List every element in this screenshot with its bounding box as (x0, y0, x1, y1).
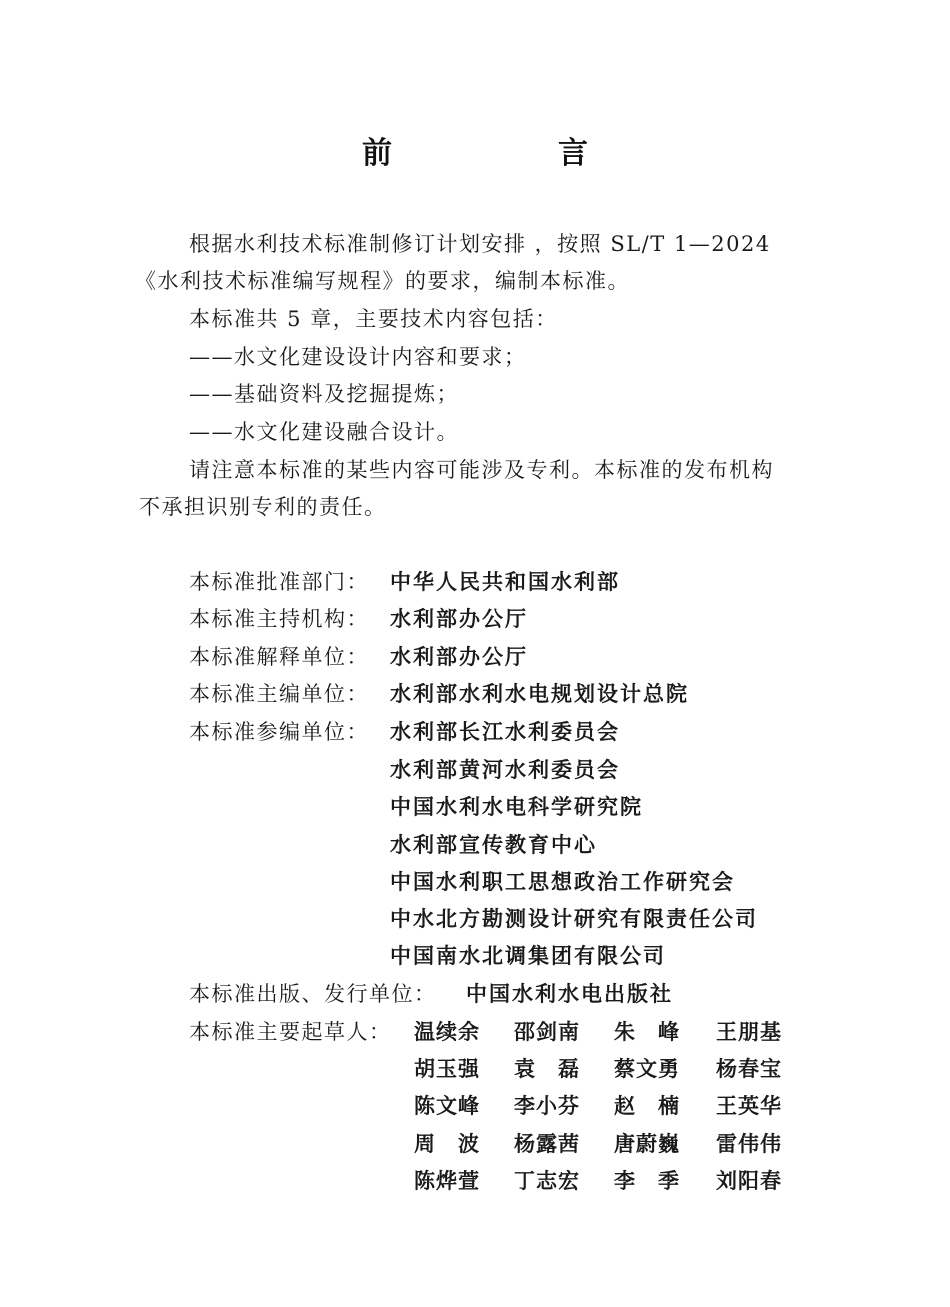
approve-label: 本标准批准部门： (189, 570, 369, 594)
publisher-label: 本标准出版、发行单位： (189, 982, 437, 1006)
participant-unit: 中水北方勘测设计研究有限责任公司 (390, 907, 758, 931)
intro-line-2: 《水利技术标准编写规程》的要求，编制本标准。 (135, 269, 630, 293)
drafter-name: 蔡文勇 (614, 1057, 680, 1081)
drafter-name: 赵 楠 (614, 1094, 680, 1118)
participants-label: 本标准参编单位： (189, 720, 369, 744)
drafter-name: 王朋基 (716, 1020, 782, 1044)
drafter-name: 温续余 (414, 1020, 480, 1044)
participant-unit: 水利部宣传教育中心 (390, 833, 597, 857)
intro-line-3: 本标准共 5 章，主要技术内容包括： (189, 307, 558, 331)
drafter-name: 刘阳春 (716, 1169, 782, 1193)
content-item-2: ——基础资料及挖掘提炼； (189, 382, 459, 406)
drafter-name: 周 波 (414, 1132, 480, 1156)
patent-line-1: 请注意本标准的某些内容可能涉及专利。本标准的发布机构 (189, 458, 774, 482)
participant-unit: 水利部长江水利委员会 (390, 720, 620, 744)
drafter-name: 胡玉强 (414, 1057, 480, 1081)
drafter-name: 李小芬 (514, 1094, 580, 1118)
drafter-name: 陈文峰 (414, 1094, 480, 1118)
drafter-name: 唐蔚巍 (614, 1132, 680, 1156)
interpret-label: 本标准解释单位： (189, 645, 369, 669)
chief-label: 本标准主编单位： (189, 682, 369, 706)
host-value: 水利部办公厅 (390, 607, 528, 631)
participant-unit: 中国水利职工思想政治工作研究会 (390, 870, 735, 894)
drafter-name: 杨春宝 (716, 1057, 782, 1081)
participant-unit: 中国水利水电科学研究院 (390, 795, 643, 819)
drafter-name: 雷伟伟 (716, 1132, 782, 1156)
participant-unit: 水利部黄河水利委员会 (390, 758, 620, 782)
drafters-label: 本标准主要起草人： (189, 1020, 392, 1044)
content-item-1: ——水文化建设设计内容和要求； (189, 345, 527, 369)
intro-line-1: 根据水利技术标准制修订计划安排 ，按照 SL/T 1—2024 (189, 232, 771, 256)
drafter-name: 王英华 (716, 1094, 782, 1118)
content-item-3: ——水文化建设融合设计。 (189, 420, 459, 444)
chief-value: 水利部水利水电规划设计总院 (390, 682, 689, 706)
publisher-value: 中国水利水电出版社 (466, 982, 673, 1006)
participant-unit: 中国南水北调集团有限公司 (390, 944, 666, 968)
host-label: 本标准主持机构： (189, 607, 369, 631)
drafter-name: 袁 磊 (514, 1057, 580, 1081)
drafter-name: 朱 峰 (614, 1020, 680, 1044)
approve-value: 中华人民共和国水利部 (390, 570, 620, 594)
drafter-name: 陈烨萱 (414, 1169, 480, 1193)
interpret-value: 水利部办公厅 (390, 645, 528, 669)
page-title: 前 言 (362, 136, 656, 171)
drafter-name: 邵剑南 (514, 1020, 580, 1044)
drafter-name: 杨露茜 (514, 1132, 580, 1156)
patent-line-2: 不承担识别专利的责任。 (139, 495, 387, 519)
drafter-name: 丁志宏 (514, 1169, 580, 1193)
drafter-name: 李 季 (614, 1169, 680, 1193)
